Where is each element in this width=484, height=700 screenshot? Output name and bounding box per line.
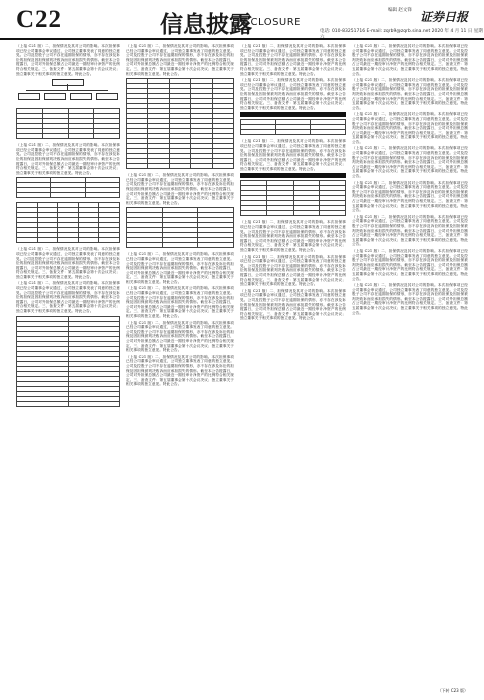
data-table	[240, 180, 346, 216]
paragraph: （上接 C21 版）二、担保情况及其对公司的影响。本次担保事项已经公司董事会审议通过，公司独立董事发表了同意的独立意见。公司及控股子公司不存在逾期担保的情形，亦不存在涉及诉讼的担保及因担保被判决败诉而应承担损失的情形。截至本公告披露日，公司对外担保总额占公司最近一期经审计净资产的比例符合相关规定。三、备查文件：第五届董事会第十次会议决议；独立董事关于相关事项的独立意见。特此公告。	[16, 143, 120, 175]
diagram-line	[26, 90, 108, 91]
data-table	[126, 78, 234, 169]
paragraph: （上接 C21 版）二、担保情况及其对公司的影响。本次担保事项已经公司董事会审议通过，公司独立董事发表了同意的独立意见。公司及控股子公司不存在逾期担保的情形，亦不存在涉及诉讼的担保及因担保被判决败诉而应承担损失的情形。截至本公告披露日，公司对外担保总额占公司最近一期经审计净资产的比例符合相关规定。三、备查文件：第五届董事会第十次会议决议；独立董事关于相关事项的独立意见。特此公告。	[126, 286, 234, 319]
org-diagram	[16, 79, 120, 105]
paragraph: （上接 C21 版）二、担保情况及其对公司的影响。本次担保事项已经公司董事会审议通过，公司独立董事发表了同意的独立意见。公司及控股子公司不存在逾期担保的情形，亦不存在涉及诉讼的担保及因担保被判决败诉而应承担损失的情形。截至本公告披露日，公司对外担保总额占公司最近一期经审计净资产的比例符合相关规定。三、备查文件：第五届董事会第十次会议决议；独立董事关于相关事项的独立意见。特此公告。	[126, 320, 234, 353]
data-table	[16, 177, 120, 198]
paragraph: （上接 C21 版）二、担保情况及其对公司的影响。本次担保事项已经公司董事会审议通过，公司独立董事发表了同意的独立意见。公司及控股子公司不存在逾期担保的情形，亦不存在涉及诉讼的担保及因担保被判决败诉而应承担损失的情形。截至本公告披露日，公司对外担保总额占公司最近一期经审计净资产的比例符合相关规定。三、备查文件：第五届董事会第十次会议决议；独立董事关于相关事项的独立意见。特此公告。	[16, 247, 120, 279]
table-header-bar	[240, 173, 346, 178]
section-title: 信息披露	[160, 12, 252, 38]
paragraph: （上接 C21 版）二、担保情况及其对公司的影响。本次担保事项已经公司董事会审议通过，公司独立董事发表了同意的独立意见。公司及控股子公司不存在逾期担保的情形，亦不存在涉及诉讼的担保及因担保被判决败诉而应承担损失的情形。截至本公告披露日，公司对外担保总额占公司最近一期经审计净资产的比例符合相关规定。三、备查文件：第五届董事会第十次会议决议；独立董事关于相关事项的独立意见。特此公告。	[240, 220, 346, 253]
paragraph: （上接 C21 版）二、担保情况及其对公司的影响。本次担保事项已经公司董事会审议通过，公司独立董事发表了同意的独立意见。公司及控股子公司不存在逾期担保的情形，亦不存在涉及诉讼的担保及因担保被判决败诉而应承担损失的情形。截至本公告披露日，公司对外担保总额占公司最近一期经审计净资产的比例符合相关规定。三、备查文件：第五届董事会第十次会议决议；独立董事关于相关事项的独立意见。特此公告。	[126, 354, 234, 387]
column-2	[126, 44, 234, 692]
contact-line: 电话: 010-83251716 E-mail: zqrb9@zqrb.sina.net 2020 年 4 月 11 日 星期六	[320, 29, 483, 40]
paragraph: （上接 C21 版）二、担保情况及其对公司的影响。本次担保事项已经公司董事会审议通过，公司独立董事发表了同意的独立意见。公司及控股子公司不存在逾期担保的情形，亦不存在涉及诉讼的担保及因担保被判决败诉而应承担损失的情形。截至本公告披露日，公司对外担保总额占公司最近一期经审计净资产的比例符合相关规定。三、备查文件：第五届董事会第十次会议决议；独立董事关于相关事项的独立意见。特此公告。	[240, 139, 346, 171]
paragraph: （上接 C21 版）二、担保情况及其对公司的影响。本次担保事项已经公司董事会审议通过，公司独立董事发表了同意的独立意见。公司及控股子公司不存在逾期担保的情形，亦不存在涉及诉讼的担保及因担保被判决败诉而应承担损失的情形。截至本公告披露日，公司对外担保总额占公司最近一期经审计净资产的比例符合相关规定。三、备查文件：第五届董事会第十次会议决议；独立董事关于相关事项的独立意见。特此公告。	[352, 146, 468, 179]
table-header-bar	[240, 112, 346, 117]
paragraph: （上接 C21 版）二、担保情况及其对公司的影响。本次担保事项已经公司董事会审议通过，公司独立董事发表了同意的独立意见。公司及控股子公司不存在逾期担保的情形，亦不存在涉及诉讼的担保及因担保被判决败诉而应承担损失的情形。截至本公告披露日，公司对外担保总额占公司最近一期经审计净资产的比例符合相关规定。三、备查文件：第五届董事会第十次会议决议；独立董事关于相关事项的独立意见。特此公告。	[352, 248, 468, 281]
paragraph: （上接 C21 版）二、担保情况及其对公司的影响。本次担保事项已经公司董事会审议通过，公司独立董事发表了同意的独立意见。公司及控股子公司不存在逾期担保的情形，亦不存在涉及诉讼的担保及因担保被判决败诉而应承担损失的情形。截至本公告披露日，公司对外担保总额占公司最近一期经审计净资产的比例符合相关规定。三、备查文件：第五届董事会第十次会议决议；独立董事关于相关事项的独立意见。特此公告。	[352, 283, 468, 315]
newspaper-logo: 证券日报	[420, 10, 469, 24]
paragraph: （上接 C21 版）二、担保情况及其对公司的影响。本次担保事项已经公司董事会审议通过，公司独立董事发表了同意的独立意见。公司及控股子公司不存在逾期担保的情形，亦不存在涉及诉讼的担保及因担保被判决败诉而应承担损失的情形。截至本公告披露日，公司对外担保总额占公司最近一期经审计净资产的比例符合相关规定。三、备查文件：第五届董事会第十次会议决议；独立董事关于相关事项的独立意见。特此公告。	[16, 44, 120, 76]
paragraph: （上接 C21 版）二、担保情况及其对公司的影响。本次担保事项已经公司董事会审议通过，公司独立董事发表了同意的独立意见。公司及控股子公司不存在逾期担保的情形，亦不存在涉及诉讼的担保及因担保被判决败诉而应承担损失的情形。截至本公告披露日，公司对外担保总额占公司最近一期经审计净资产的比例符合相关规定。三、备查文件：第五届董事会第十次会议决议；独立董事关于相关事项的独立意见。特此公告。	[240, 78, 346, 110]
continuation-note: （下转 C23 版）	[437, 688, 468, 693]
paragraph: （上接 C21 版）二、担保情况及其对公司的影响。本次担保事项已经公司董事会审议通过，公司独立董事发表了同意的独立意见。公司及控股子公司不存在逾期担保的情形，亦不存在涉及诉讼的担保及因担保被判决败诉而应承担损失的情形。截至本公告披露日，公司对外担保总额占公司最近一期经审计净资产的比例符合相关规定。三、备查文件：第五届董事会第十次会议决议；独立董事关于相关事项的独立意见。特此公告。	[126, 173, 234, 205]
data-table	[240, 119, 346, 135]
data-table	[16, 202, 120, 243]
data-table	[126, 207, 234, 248]
paragraph: （上接 C21 版）二、担保情况及其对公司的影响。本次担保事项已经公司董事会审议通过，公司独立董事发表了同意的独立意见。公司及控股子公司不存在逾期担保的情形，亦不存在涉及诉讼的担保及因担保被判决败诉而应承担损失的情形。截至本公告披露日，公司对外担保总额占公司最近一期经审计净资产的比例符合相关规定。三、备查文件：第五届董事会第十次会议决议；独立董事关于相关事项的独立意见。特此公告。	[352, 112, 468, 144]
diagram-box	[44, 93, 66, 100]
paragraph: （上接 C21 版）二、担保情况及其对公司的影响。本次担保事项已经公司董事会审议通过，公司独立董事发表了同意的独立意见。公司及控股子公司不存在逾期担保的情形，亦不存在涉及诉讼的担保及因担保被判决败诉而应承担损失的情形。截至本公告披露日，公司对外担保总额占公司最近一期经审计净资产的比例符合相关规定。三、备查文件：第五届董事会第十次会议决议；独立董事关于相关事项的独立意见。特此公告。	[352, 78, 468, 110]
paragraph: （上接 C21 版）二、担保情况及其对公司的影响。本次担保事项已经公司董事会审议通过，公司独立董事发表了同意的独立意见。公司及控股子公司不存在逾期担保的情形，亦不存在涉及诉讼的担保及因担保被判决败诉而应承担损失的情形。截至本公告披露日，公司对外担保总额占公司最近一期经审计净资产的比例符合相关规定。三、备查文件：第五届董事会第十次会议决议；独立董事关于相关事项的独立意见。特此公告。	[16, 281, 120, 314]
paragraph: （上接 C21 版）二、担保情况及其对公司的影响。本次担保事项已经公司董事会审议通过，公司独立董事发表了同意的独立意见。公司及控股子公司不存在逾期担保的情形，亦不存在涉及诉讼的担保及因担保被判决败诉而应承担损失的情形。截至本公告披露日，公司对外担保总额占公司最近一期经审计净资产的比例符合相关规定。三、备查文件：第五届董事会第十次会议决议；独立董事关于相关事项的独立意见。特此公告。	[126, 252, 234, 284]
diagram-box	[18, 93, 40, 100]
paragraph: （上接 C21 版）二、担保情况及其对公司的影响。本次担保事项已经公司董事会审议通过，公司独立董事发表了同意的独立意见。公司及控股子公司不存在逾期担保的情形，亦不存在涉及诉讼的担保及因担保被判决败诉而应承担损失的情形。截至本公告披露日，公司对外担保总额占公司最近一期经审计净资产的比例符合相关规定。三、备查文件：第五届董事会第十次会议决议；独立董事关于相关事项的独立意见。特此公告。	[352, 44, 468, 76]
data-table	[16, 316, 120, 407]
diagram-box	[52, 79, 84, 86]
section-subtitle: DISCLOSURE	[232, 17, 301, 28]
editor-line: 编辑 赵文锋	[388, 8, 412, 13]
masthead	[0, 0, 484, 40]
paragraph: （上接 C21 版）二、担保情况及其对公司的影响。本次担保事项已经公司董事会审议通过，公司独立董事发表了同意的独立意见。公司及控股子公司不存在逾期担保的情形，亦不存在涉及诉讼的担保及因担保被判决败诉而应承担损失的情形。截至本公告披露日，公司对外担保总额占公司最近一期经审计净资产的比例符合相关规定。三、备查文件：第五届董事会第十次会议决议；独立董事关于相关事项的独立意见。特此公告。	[352, 180, 468, 213]
paragraph: （上接 C21 版）二、担保情况及其对公司的影响。本次担保事项已经公司董事会审议通过，公司独立董事发表了同意的独立意见。公司及控股子公司不存在逾期担保的情形，亦不存在涉及诉讼的担保及因担保被判决败诉而应承担损失的情形。截至本公告披露日，公司对外担保总额占公司最近一期经审计净资产的比例符合相关规定。三、备查文件：第五届董事会第十次会议决议；独立董事关于相关事项的独立意见。特此公告。	[240, 288, 346, 321]
paragraph: （上接 C21 版）二、担保情况及其对公司的影响。本次担保事项已经公司董事会审议通过，公司独立董事发表了同意的独立意见。公司及控股子公司不存在逾期担保的情形，亦不存在涉及诉讼的担保及因担保被判决败诉而应承担损失的情形。截至本公告披露日，公司对外担保总额占公司最近一期经审计净资产的比例符合相关规定。三、备查文件：第五届董事会第十次会议决议；独立董事关于相关事项的独立意见。特此公告。	[240, 254, 346, 287]
diagram-box	[70, 93, 92, 100]
column-4	[352, 44, 468, 692]
column-3	[240, 44, 346, 692]
diagram-box	[96, 93, 118, 100]
data-table	[16, 108, 120, 139]
paragraph: （上接 C21 版）二、担保情况及其对公司的影响。本次担保事项已经公司董事会审议通过，公司独立董事发表了同意的独立意见。公司及控股子公司不存在逾期担保的情形，亦不存在涉及诉讼的担保及因担保被判决败诉而应承担损失的情形。截至本公告披露日，公司对外担保总额占公司最近一期经审计净资产的比例符合相关规定。三、备查文件：第五届董事会第十次会议决议；独立董事关于相关事项的独立意见。特此公告。	[240, 44, 346, 76]
paragraph: （上接 C21 版）二、担保情况及其对公司的影响。本次担保事项已经公司董事会审议通过，公司独立董事发表了同意的独立意见。公司及控股子公司不存在逾期担保的情形，亦不存在涉及诉讼的担保及因担保被判决败诉而应承担损失的情形。截至本公告披露日，公司对外担保总额占公司最近一期经审计净资产的比例符合相关规定。三、备查文件：第五届董事会第十次会议决议；独立董事关于相关事项的独立意见。特此公告。	[126, 44, 234, 76]
page-number: C22	[16, 6, 63, 33]
paragraph: （上接 C21 版）二、担保情况及其对公司的影响。本次担保事项已经公司董事会审议通过，公司独立董事发表了同意的独立意见。公司及控股子公司不存在逾期担保的情形，亦不存在涉及诉讼的担保及因担保被判决败诉而应承担损失的情形。截至本公告披露日，公司对外担保总额占公司最近一期经审计净资产的比例符合相关规定。三、备查文件：第五届董事会第十次会议决议；独立董事关于相关事项的独立意见。特此公告。	[352, 214, 468, 247]
column-1	[16, 44, 120, 692]
